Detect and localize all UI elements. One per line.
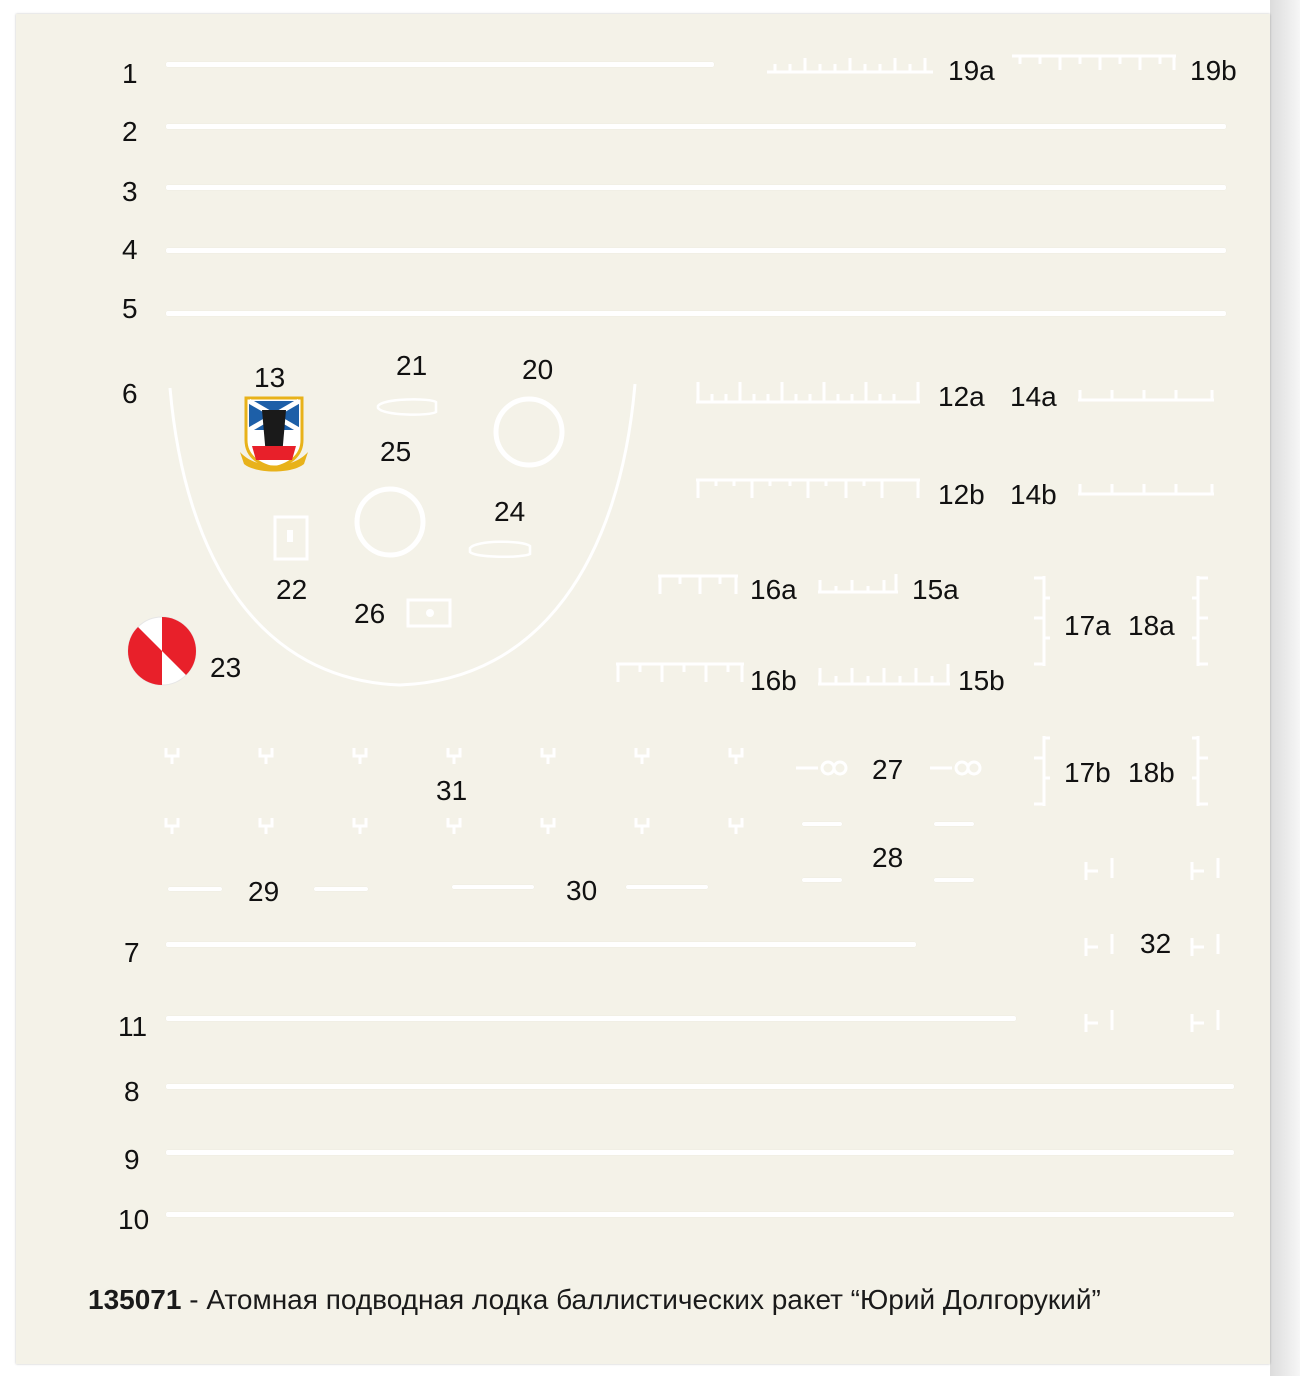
label-25: 25 — [380, 436, 412, 467]
draft-mark-decal-19b — [1012, 56, 1176, 70]
crest-emblem-decal-13 — [240, 398, 308, 472]
label-15b: 15b — [958, 665, 1005, 696]
draft-mark-decal-15a — [818, 574, 898, 592]
label-31: 31 — [436, 775, 468, 806]
label-26: 26 — [354, 598, 386, 629]
label-19b: 19b — [1190, 55, 1237, 86]
label-10: 10 — [118, 1204, 150, 1235]
label-5: 5 — [122, 293, 138, 324]
draft-mark-decal-17b — [1034, 736, 1050, 806]
product-title: Атомная подводная лодка баллистических ракет “Юрий Долгорукий” — [206, 1284, 1101, 1315]
hatch-ring-decal-20 — [496, 399, 562, 465]
label-23: 23 — [210, 652, 242, 683]
draft-mark-decal-16b — [616, 664, 744, 682]
hull-outline-decal — [170, 384, 635, 685]
label-17a: 17a — [1064, 610, 1111, 641]
product-code: 135071 — [88, 1284, 182, 1315]
caption-separator: - — [181, 1284, 207, 1315]
draft-mark-decal-15b — [818, 664, 950, 684]
draft-mark-decal-16a — [658, 576, 738, 594]
draft-mark-decal-17a — [1034, 576, 1050, 666]
torpedo-decal-21 — [378, 399, 436, 414]
label-7: 7 — [124, 937, 140, 968]
label-14b: 14b — [1010, 479, 1057, 510]
label-12a: 12a — [938, 381, 985, 412]
draft-mark-decal-12a — [696, 382, 920, 402]
hatch-ring-decal-25 — [357, 489, 423, 555]
label-12b: 12b — [938, 479, 985, 510]
label-2: 2 — [122, 116, 138, 147]
label-29: 29 — [248, 876, 280, 907]
label-22: 22 — [276, 574, 308, 605]
label-9: 9 — [124, 1144, 140, 1175]
label-16b: 16b — [750, 665, 797, 696]
label-18b: 18b — [1128, 757, 1175, 788]
label-30: 30 — [566, 875, 598, 906]
label-28: 28 — [872, 842, 904, 873]
label-21: 21 — [396, 350, 428, 381]
label-27: 27 — [872, 754, 904, 785]
draft-mark-decal-14b — [1078, 484, 1214, 494]
draft-mark-decal-19a — [767, 58, 933, 72]
draft-mark-decal-12b — [696, 480, 920, 498]
label-18a: 18a — [1128, 610, 1175, 641]
label-4: 4 — [122, 234, 138, 265]
label-19a: 19a — [948, 55, 995, 86]
label-16a: 16a — [750, 574, 797, 605]
torpedo-decal-24 — [470, 542, 530, 557]
label-3: 3 — [122, 176, 138, 207]
label-1: 1 — [122, 58, 138, 89]
label-6: 6 — [122, 378, 138, 409]
label-20: 20 — [522, 354, 554, 385]
draft-mark-decal-14a — [1078, 390, 1214, 400]
panel-decal-26-dot — [426, 609, 434, 617]
draft-mark-decal-18b — [1192, 736, 1208, 806]
label-17b: 17b — [1064, 757, 1111, 788]
sheet-caption — [88, 1284, 1101, 1316]
roundel-decal-23 — [128, 617, 196, 685]
label-14a: 14a — [1010, 381, 1057, 412]
label-24: 24 — [494, 496, 526, 527]
draft-mark-decal-18a — [1192, 576, 1208, 666]
label-8: 8 — [124, 1076, 140, 1107]
label-15a: 15a — [912, 574, 959, 605]
label-32: 32 — [1140, 928, 1172, 959]
label-11: 11 — [118, 1011, 148, 1042]
panel-decal-22-mark — [287, 530, 293, 542]
label-13: 13 — [254, 362, 286, 393]
